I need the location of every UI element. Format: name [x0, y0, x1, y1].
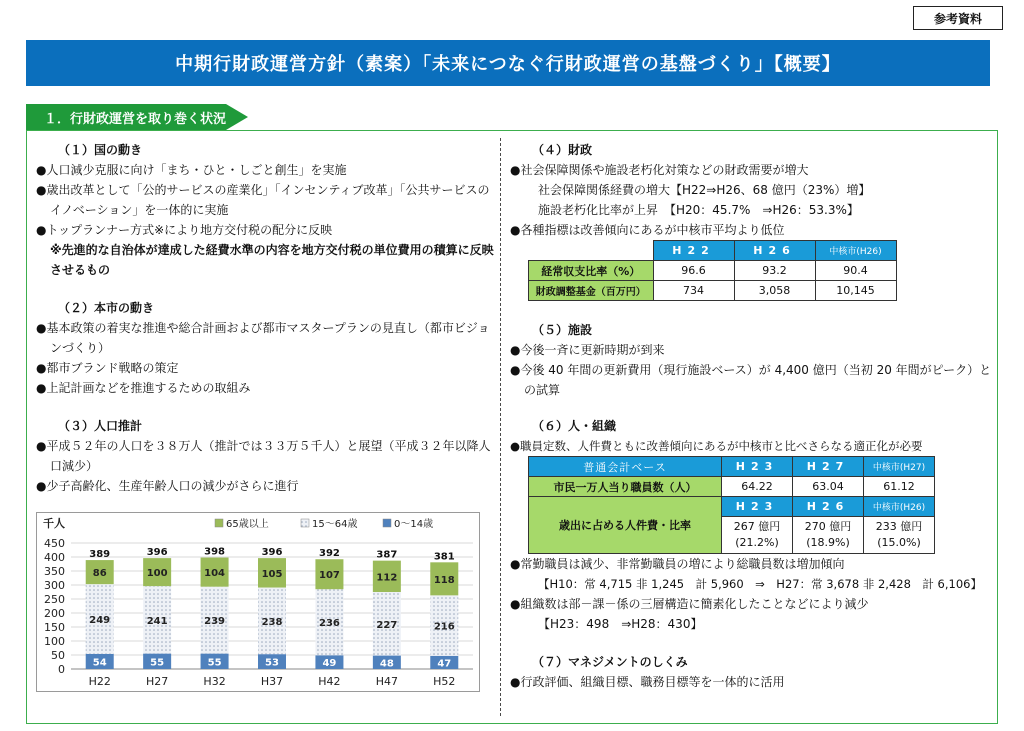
legend-label: 65歳以上 — [226, 519, 269, 530]
personnel-head2-h26: H26 — [793, 497, 864, 517]
finance-index-table — [528, 240, 897, 301]
population-chart-svg — [37, 513, 481, 693]
legend-swatch — [301, 519, 309, 527]
total-label: 387 — [376, 549, 398, 561]
cost-value: 233 億円 — [875, 520, 923, 533]
personnel-head-h27: H27 — [793, 457, 864, 477]
y-tick-label: 300 — [44, 579, 65, 592]
management-bullet-1: ●行政評価、組織目標、職務目標等を一体的に活用 — [510, 675, 785, 689]
population-bullet-1: ●平成５２年の人口を３８万人（推計では３３万５千人）と展望（平成３２年以降人口減少） — [36, 439, 491, 473]
table-cell: 3,058 — [734, 281, 815, 301]
right-column-lower — [510, 320, 996, 456]
data-label: 112 — [376, 572, 398, 584]
finance-bullet-2: ●各種指標は改善傾向にあるが中核市平均より低位 — [510, 223, 785, 237]
y-tick-label: 150 — [44, 621, 65, 634]
people-bullet-1: ●職員定数、人件費ともに改善傾向にあるが中核市と比べさらなる適正化が必要 — [510, 439, 923, 453]
section-management-heading: （７）マネジメントのしくみ — [532, 655, 688, 669]
right-column — [510, 140, 996, 240]
total-label: 396 — [146, 547, 168, 559]
legend-swatch — [383, 519, 391, 527]
legend-swatch — [215, 519, 223, 527]
cost-ratio: (18.9%) — [806, 536, 850, 549]
data-label: 104 — [204, 568, 226, 580]
finance-row-label: 経常収支比率（%） — [529, 261, 654, 281]
left-column — [36, 140, 494, 496]
reference-label: 参考資料 — [913, 6, 1003, 30]
finance-row-label: 財政調整基金（百万円） — [529, 281, 654, 301]
cost-value: 267 億円 — [733, 520, 781, 533]
y-tick-label: 50 — [51, 649, 65, 662]
people-bullet-2: ●常勤職員は減少、非常勤職員の増により総職員数は増加傾向 — [510, 557, 845, 571]
table-cell: 734 — [653, 281, 734, 301]
finance-line-2: 施設老朽化比率が上昇 【H20：45.7% ⇒H26：53.3%】 — [538, 203, 859, 217]
table-cell — [864, 517, 935, 554]
personnel-cost-label: 歳出に占める人件費・比率 — [529, 497, 722, 554]
population-bullet-2: ●少子高齢化、生産年齢人口の減少がさらに進行 — [36, 479, 299, 493]
y-tick-label: 0 — [58, 663, 65, 676]
table-cell: 90.4 — [815, 261, 896, 281]
table-cell: 96.6 — [653, 261, 734, 281]
people-line-2: 【H23：498 ⇒H28：430】 — [538, 617, 703, 631]
personnel-table — [528, 456, 935, 554]
data-label: 236 — [318, 618, 340, 630]
column-divider — [500, 138, 501, 716]
data-label: 86 — [92, 568, 107, 580]
right-column-bottom — [510, 554, 996, 692]
personnel-head2-h23: H23 — [722, 497, 793, 517]
people-line-1: 【H10：常 4,715 非 1,245 計 5,960 ⇒ H27：常 3,678 非 2,428 計 6,106】 — [538, 577, 982, 591]
table-cell: 10,145 — [815, 281, 896, 301]
section-people-heading: （６）人・組織 — [532, 419, 617, 433]
data-label: 105 — [261, 568, 283, 580]
finance-line-1: 社会保障関係経費の増大【H22⇒H26、68 億円（23%）増】 — [538, 183, 871, 197]
country-bullet-2: ●歳出改革として「公的サービスの産業化」「インセンティブ改革」「公共サービスのイノベーション」を一体的に実施 — [36, 183, 490, 217]
section-country-heading: （１）国の動き — [58, 143, 143, 157]
section-population-heading: （３）人口推計 — [58, 419, 143, 433]
total-label: 381 — [433, 551, 455, 563]
population-chart — [36, 512, 480, 692]
finance-head-h26: H26 — [734, 241, 815, 261]
x-tick-label: H52 — [433, 675, 456, 688]
finance-bullet-1: ●社会保障関係や施設老朽化対策などの財政需要が増大 — [510, 163, 809, 177]
section-tab-arrow — [226, 104, 248, 130]
finance-head-core: 中核市(H26) — [815, 241, 896, 261]
personnel-head-h23: H23 — [722, 457, 793, 477]
personnel-row-label: 市民一万人当り職員数（人） — [529, 477, 722, 497]
x-tick-label: H22 — [88, 675, 111, 688]
personnel-head2-core: 中核市(H26) — [864, 497, 935, 517]
x-tick-label: H47 — [375, 675, 398, 688]
total-label: 392 — [318, 548, 340, 560]
city-bullet-1: ●基本政策の着実な推進や総合計画および都市マスタープランの見直し（都市ビジョンづくり） — [36, 321, 490, 355]
data-label: 241 — [146, 615, 168, 627]
country-bullet-3: ●トップランナー方式※により地方交付税の配分に反映 — [36, 223, 333, 237]
section-1-tab: １．行財政運営を取り巻く状況 — [26, 104, 226, 130]
data-label: 239 — [204, 616, 226, 628]
people-bullet-3: ●組織数は部－課－係の三層構造に簡素化したことなどにより減少 — [510, 597, 869, 611]
x-tick-label: H37 — [260, 675, 284, 688]
table-cell: 61.12 — [864, 477, 935, 497]
country-bullet-1: ●人口減少克服に向け「まち・ひと・しごと創生」を実施 — [36, 163, 347, 177]
personnel-head-core: 中核市(H27) — [864, 457, 935, 477]
data-label: 54 — [92, 657, 107, 669]
table-cell: 93.2 — [734, 261, 815, 281]
table-cell: 64.22 — [722, 477, 793, 497]
table-row — [529, 281, 897, 301]
x-tick-label: H27 — [146, 675, 169, 688]
total-label: 398 — [204, 546, 226, 558]
x-tick-label: H32 — [203, 675, 226, 688]
page-title: 中期行財政運営方針（素案）「未来につなぐ行財政運営の基盤づくり」【概要】 — [26, 40, 990, 86]
y-tick-label: 350 — [44, 565, 65, 578]
facility-bullet-1: ●今後一斉に更新時期が到来 — [510, 343, 665, 357]
data-label: 48 — [379, 658, 394, 670]
unit-label: 千人 — [43, 517, 65, 530]
section-finance-heading: （４）財政 — [532, 143, 593, 157]
legend-label: 15〜64歳 — [312, 519, 358, 530]
data-label: 55 — [150, 657, 165, 669]
data-label: 55 — [207, 657, 222, 669]
city-bullet-3: ●上記計画などを推進するための取組み — [36, 381, 251, 395]
country-note: ※先進的な自治体が達成した経費水準の内容を地方交付税の単位費用の積算に反映させるもの — [50, 243, 494, 277]
data-label: 249 — [89, 615, 111, 627]
section-facility-heading: （５）施設 — [532, 323, 593, 337]
data-label: 47 — [437, 658, 452, 670]
data-label: 100 — [146, 568, 168, 580]
cost-value: 270 億円 — [804, 520, 852, 533]
y-tick-label: 100 — [44, 635, 65, 648]
table-cell: 63.04 — [793, 477, 864, 497]
y-tick-label: 450 — [44, 537, 65, 550]
data-label: 216 — [433, 621, 455, 633]
personnel-basis-label: 普通会計ベース — [529, 457, 722, 477]
y-tick-label: 200 — [44, 607, 65, 620]
data-label: 53 — [265, 657, 279, 669]
table-row — [529, 477, 935, 497]
total-label: 389 — [89, 549, 111, 561]
total-label: 396 — [261, 547, 283, 559]
data-label: 227 — [376, 619, 398, 631]
data-label: 238 — [261, 616, 283, 628]
cost-ratio: (15.0%) — [877, 536, 921, 549]
cost-ratio: (21.2%) — [735, 536, 779, 549]
table-row — [529, 261, 897, 281]
table-cell — [793, 517, 864, 554]
y-tick-label: 250 — [44, 593, 65, 606]
legend-label: 0〜14歳 — [394, 519, 434, 530]
table-corner — [529, 241, 654, 261]
facility-bullet-2: ●今後 40 年間の更新費用（現行施設ベース）が 4,400 億円（当初 20 年間がピーク）との試算 — [510, 363, 992, 397]
y-tick-label: 400 — [44, 551, 65, 564]
x-tick-label: H42 — [318, 675, 341, 688]
data-label: 49 — [322, 658, 337, 670]
table-cell — [722, 517, 793, 554]
section-city-heading: （２）本市の動き — [58, 301, 155, 315]
data-label: 107 — [318, 570, 340, 582]
finance-head-h22: H22 — [653, 241, 734, 261]
city-bullet-2: ●都市ブランド戦略の策定 — [36, 361, 179, 375]
data-label: 118 — [433, 574, 455, 586]
